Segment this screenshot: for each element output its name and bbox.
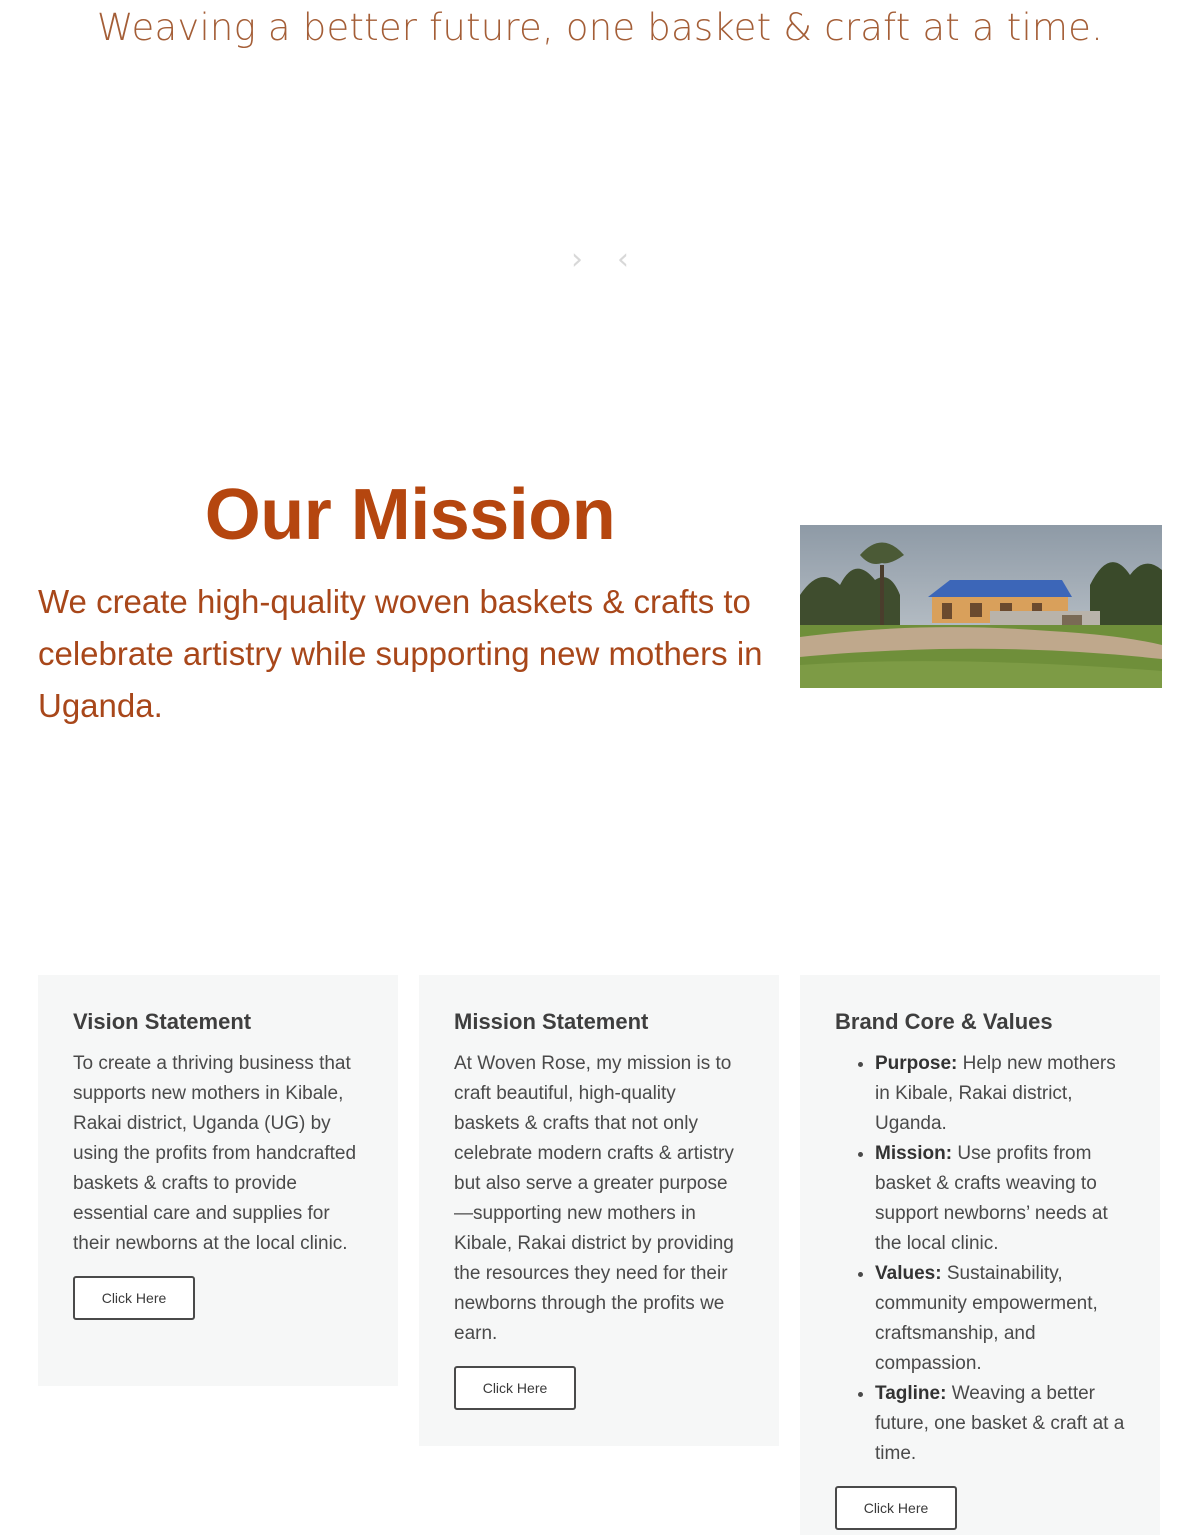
- list-item-label: Mission:: [875, 1143, 953, 1164]
- list-item: [875, 1139, 1125, 1259]
- clinic-building-photo: [800, 525, 1162, 688]
- mission-text: We create high-quality woven baskets & crafts to celebrate artistry while supporting new mothers in Uganda.: [38, 583, 763, 724]
- list-item-text: Help new mothers in Kibale, Rakai district, Uganda.: [875, 1053, 1116, 1134]
- values-click-here-button[interactable]: Click Here: [835, 1486, 957, 1530]
- list-item-label: Purpose:: [875, 1053, 958, 1074]
- card-title: Brand Core & Values: [835, 1009, 1053, 1034]
- card-title: Mission Statement: [454, 1009, 649, 1034]
- list-item: [875, 1049, 1125, 1139]
- vision-statement-card: [38, 975, 398, 1386]
- slider-next-arrow-icon[interactable]: ›: [571, 241, 583, 277]
- values-list: [835, 1049, 1125, 1469]
- list-item: [875, 1379, 1125, 1469]
- list-item-label: Values:: [875, 1263, 942, 1284]
- mission-statement-card: [419, 975, 779, 1446]
- card-body: To create a thriving business that supports new mothers in Kibale, Rakai district, Uganda (UG) by using the profits from handcrafted baskets & crafts to provide essential care and supplies for their newborns at the local clinic.: [73, 1053, 357, 1254]
- hero-tagline: Weaving a better future, one basket & craft at a time.: [96, 6, 1104, 49]
- slider-prev-arrow-icon[interactable]: ‹: [617, 241, 629, 277]
- list-item-text: Use profits from basket & crafts weaving to support newborns’ needs at the local clinic.: [875, 1143, 1108, 1254]
- brand-core-values-card: [800, 975, 1160, 1535]
- list-item: [875, 1259, 1125, 1379]
- mission-title: Our Mission: [204, 475, 616, 555]
- mission-click-here-button[interactable]: Click Here: [454, 1366, 576, 1410]
- list-item-label: Tagline:: [875, 1383, 947, 1404]
- vision-click-here-button[interactable]: Click Here: [73, 1276, 195, 1320]
- list-item-text: Weaving a better future, one basket & craft at a time.: [875, 1383, 1125, 1464]
- card-body: At Woven Rose, my mission is to craft beautiful, high-quality baskets & crafts that not only celebrate modern crafts & artistry but also serve a greater purpose—supporting new mothers in Kibale, Rakai district by providing the resources they need for their newborns through the profits we earn.: [454, 1053, 734, 1344]
- list-item-text: Sustainability, community empowerment, craftsmanship, and compassion.: [875, 1263, 1098, 1374]
- slider-controls: [566, 241, 636, 277]
- card-title: Vision Statement: [73, 1009, 252, 1034]
